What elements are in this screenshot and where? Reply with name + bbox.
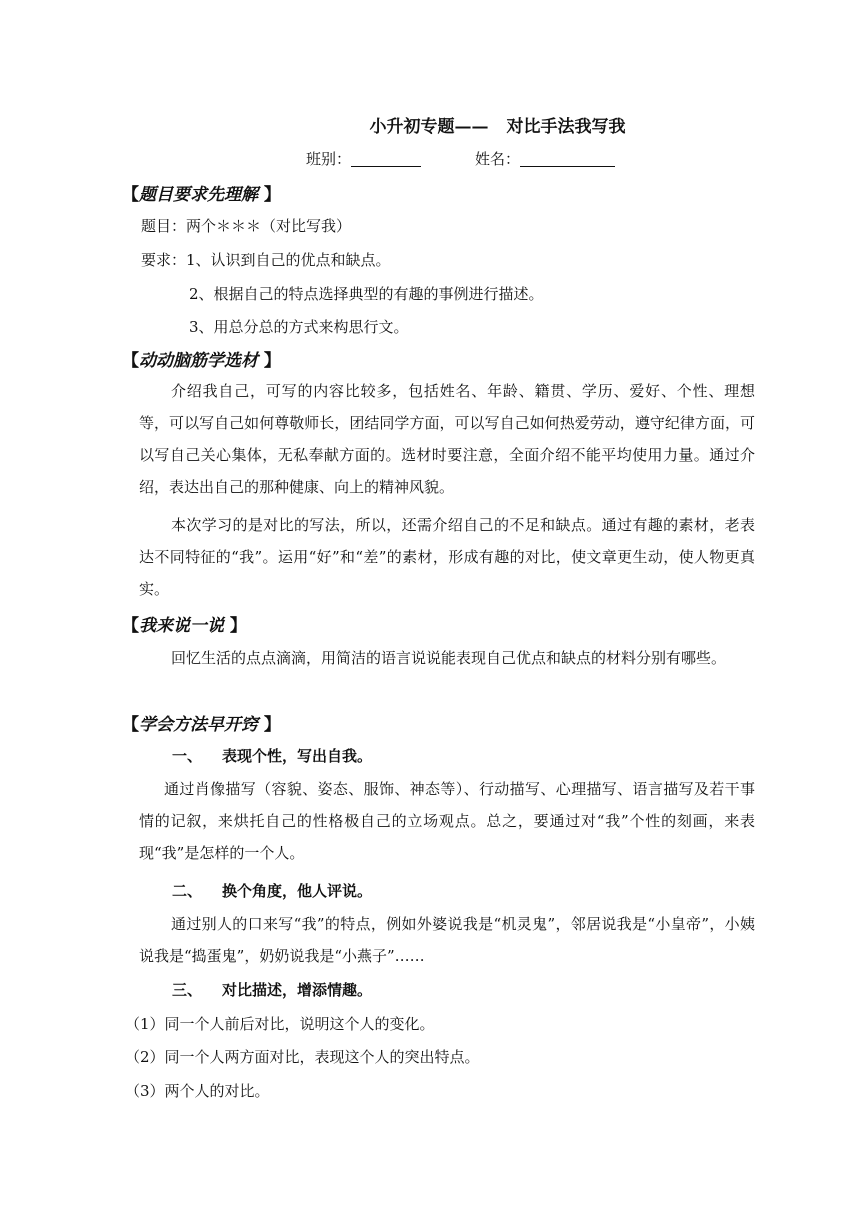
- name-label: 姓名：: [475, 150, 521, 168]
- method-2-heading: 二、 换个角度，他人评说。: [172, 882, 373, 900]
- requirement-1: 要求：1、认识到自己的优点和缺点。: [141, 251, 391, 269]
- material-paragraph-1: 介绍我自己，可写的内容比较多，包括姓名、年龄、籍贯、学历、爱好、个性、理想等，可以写自己如何尊敬师长，团结同学方面，可以写自己如何热爱劳动，遵守纪律方面，可以写自己关心集体，无私奉献方面的。选材时要注意，全面介绍不能平均使用力量。通过介绍，表达出自己的那种健康、向上的精神风貌。: [139, 382, 755, 496]
- class-label: 班别：: [306, 150, 352, 168]
- requirement-3: 3、用总分总的方式来构思行文。: [189, 318, 409, 336]
- contrast-item-2: （2）同一个人两方面对比，表现这个人的突出特点。: [125, 1048, 480, 1066]
- section-heading-say: 【我来说一说 】: [122, 616, 247, 636]
- student-info-line: [306, 148, 615, 169]
- section-heading-methods: 【学会方法早开窍 】: [122, 715, 281, 735]
- title-main: 小升初专题——: [369, 117, 489, 137]
- requirement-2: 2、根据自己的特点选择典型的有趣的事例进行描述。: [189, 285, 544, 303]
- name-blank[interactable]: [520, 150, 615, 167]
- class-blank[interactable]: [351, 150, 421, 167]
- method-2-text: 通过别人的口来写“我”的特点，例如外婆说我是“机灵鬼”，邻居说我是“小皇帝”，小姨说我是“捣蛋鬼”，奶奶说我是“小燕子”……: [139, 915, 755, 965]
- method-3-heading: 三、 对比描述，增添情趣。: [172, 981, 373, 999]
- page-title: [0, 112, 860, 137]
- section-heading-material: 【动动脑筋学选材 】: [122, 351, 281, 371]
- method-1-heading: 一、 表现个性，写出自我。: [172, 747, 373, 765]
- section-heading-requirements: 【题目要求先理解 】: [122, 185, 281, 205]
- material-paragraph-2: 本次学习的是对比的写法，所以，还需介绍自己的不足和缺点。通过有趣的素材，老表达不同特征的“我”。运用“好”和“差”的素材，形成有趣的对比，使文章更生动，使人物更真实。: [139, 516, 755, 598]
- title-sub: 对比手法我写我: [506, 117, 626, 137]
- topic-line: 题目：两个＊＊＊（对比写我）: [141, 217, 352, 235]
- contrast-item-3: （3）两个人的对比。: [125, 1082, 270, 1100]
- say-paragraph: 回忆生活的点点滴滴，用简洁的语言说说能表现自己优点和缺点的材料分别有哪些。: [171, 649, 727, 667]
- contrast-item-1: （1）同一个人前后对比，说明这个人的变化。: [125, 1015, 435, 1033]
- method-1-text: 通过肖像描写（容貌、姿态、服饰、神态等）、行动描写、心理描写、语言描写及若干事情的记叙，来烘托自己的性格极自己的立场观点。总之，要通过对“我”个性的刻画，来表现“我”是怎样的一个人。: [139, 780, 755, 862]
